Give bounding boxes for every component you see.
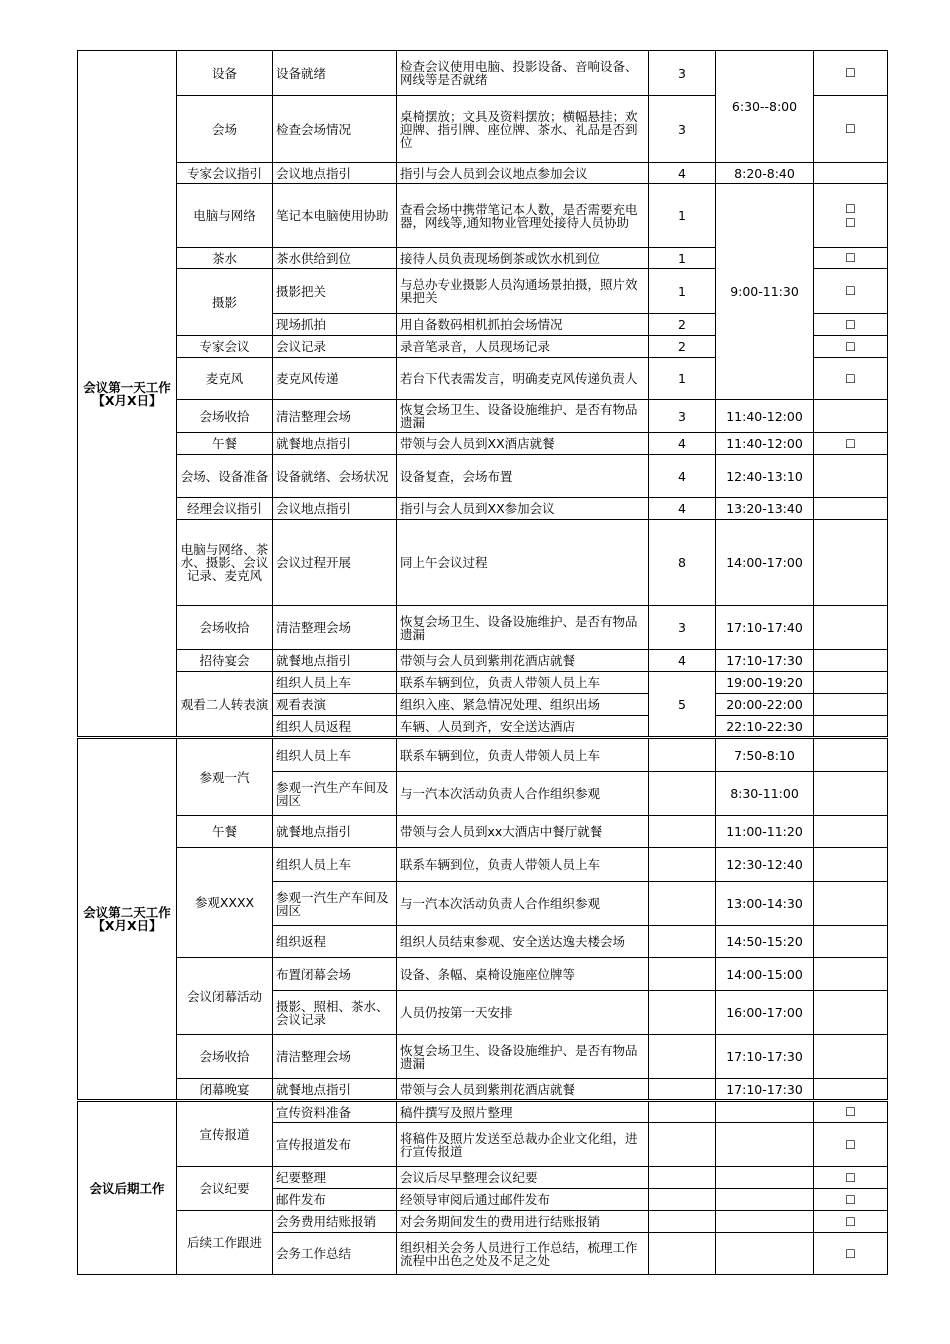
description-cell: 用自备数码相机抓拍会场情况: [397, 314, 649, 336]
description-cell: 设备复查，会场布置: [397, 455, 649, 498]
headcount-cell: [649, 1079, 716, 1101]
time-cell: 17:10-17:30: [716, 1035, 814, 1079]
checkbox-icon[interactable]: ☐: [845, 1105, 856, 1119]
time-cell: 8:30-11:00: [716, 772, 814, 816]
table-row: [78, 1079, 888, 1101]
category-cell: 电脑与网络、茶水、摄影、会议记录、麦克风: [177, 520, 273, 606]
item-cell: 组织人员上车: [273, 738, 397, 772]
description-cell: 桌椅摆放；文具及资料摆放；横幅悬挂；欢迎牌、指引牌、座位牌、茶水、礼品是否到位: [397, 96, 649, 163]
category-cell: 午餐: [177, 816, 273, 848]
table-row: [78, 958, 888, 991]
item-cell: 就餐地点指引: [273, 816, 397, 848]
checkbox-icon[interactable]: ☐: [845, 1246, 856, 1261]
time-cell: 9:00-11:30: [716, 184, 814, 400]
checkbox-cell[interactable]: [814, 248, 888, 269]
checkbox-icon[interactable]: ☐: [845, 339, 856, 354]
category-cell: 参观一汽: [177, 738, 273, 816]
headcount-cell: [649, 1167, 716, 1189]
description-cell: 查看会场中携带笔记本人数，是否需要充电器，网线等,通知物业管理处接待人员协助: [397, 184, 649, 248]
checkbox-cell[interactable]: [814, 650, 888, 672]
time-cell: 12:30-12:40: [716, 848, 814, 882]
description-cell: 恢复会场卫生、设备设施维护、是否有物品遗漏: [397, 1035, 649, 1079]
checkbox-icon[interactable]: ☐: [845, 66, 856, 80]
category-cell: 招待宴会: [177, 650, 273, 672]
checkbox-icon[interactable]: ☐: [845, 284, 856, 298]
checkbox-cell[interactable]: [814, 1079, 888, 1101]
table-row: [78, 1101, 888, 1123]
checkbox-icon[interactable]: ☐: [845, 371, 856, 386]
time-cell: 17:10-17:30: [716, 1079, 814, 1101]
table-row: [78, 51, 888, 96]
checkbox-cell[interactable]: [814, 1123, 888, 1167]
section-label: 会议第一天工作 【X月X日】: [78, 51, 177, 738]
checkbox-cell[interactable]: [814, 1035, 888, 1079]
description-cell: 联系车辆到位，负责人带领人员上车: [397, 672, 649, 694]
item-cell: 宣传报道发布: [273, 1123, 397, 1167]
item-cell: 就餐地点指引: [273, 1079, 397, 1101]
description-cell: 若台下代表需发言，明确麦克风传递负责人: [397, 358, 649, 400]
headcount-cell: 2: [649, 314, 716, 336]
category-cell: 会场: [177, 96, 273, 163]
description-cell: 联系车辆到位，负责人带领人员上车: [397, 738, 649, 772]
category-cell: 经理会议指引: [177, 498, 273, 520]
checkbox-cell[interactable]: [814, 738, 888, 772]
table-row: [78, 400, 888, 433]
category-cell: 午餐: [177, 433, 273, 455]
checkbox-icon[interactable]: ☐: [845, 1192, 856, 1207]
item-cell: 参观一汽生产车间及园区: [273, 882, 397, 926]
table-row: [78, 163, 888, 184]
checkbox-cell[interactable]: [814, 498, 888, 520]
time-cell: [716, 1233, 814, 1275]
category-cell: 闭幕晚宴: [177, 1079, 273, 1101]
checkbox-cell[interactable]: [814, 96, 888, 163]
item-cell: 会议过程开展: [273, 520, 397, 606]
description-cell: 设备、条幅、桌椅设施座位牌等: [397, 958, 649, 991]
table-row: [78, 650, 888, 672]
table-row: [78, 433, 888, 455]
item-cell: 组织人员返程: [273, 716, 397, 738]
checkbox-cell[interactable]: [814, 336, 888, 358]
table-row: [78, 1167, 888, 1189]
category-cell: 后续工作跟进: [177, 1211, 273, 1275]
time-cell: 14:50-15:20: [716, 926, 814, 958]
description-cell: 组织相关会务人员进行工作总结，梳理工作流程中出色之处及不足之处: [397, 1233, 649, 1275]
description-cell: 将稿件及照片发送至总裁办企业文化组，进行宣传报道: [397, 1123, 649, 1167]
headcount-cell: 1: [649, 184, 716, 248]
category-cell: 电脑与网络: [177, 184, 273, 248]
checkbox-icon[interactable]: ☐: [845, 1170, 856, 1185]
time-cell: 11:40-12:00: [716, 433, 814, 455]
table-row: [78, 606, 888, 650]
description-cell: 恢复会场卫生、设备设施维护、是否有物品遗漏: [397, 400, 649, 433]
time-cell: [716, 1167, 814, 1189]
item-cell: 观看表演: [273, 694, 397, 716]
item-cell: 茶水供给到位: [273, 248, 397, 269]
category-cell: 专家会议: [177, 336, 273, 358]
table-row: [78, 738, 888, 772]
time-cell: 20:00-22:00: [716, 694, 814, 716]
description-cell: 带领与会人员到紫荆花酒店就餐: [397, 650, 649, 672]
item-cell: 设备就绪: [273, 51, 397, 96]
checkbox-cell[interactable]: [814, 991, 888, 1035]
description-cell: 车辆、人员到齐，安全送达酒店: [397, 716, 649, 738]
checkbox-icon[interactable]: ☐ ☐: [845, 201, 856, 230]
description-cell: 联系车辆到位，负责人带领人员上车: [397, 848, 649, 882]
description-cell: 检查会议使用电脑、投影设备、音响设备、网线等是否就绪: [397, 51, 649, 96]
item-cell: 就餐地点指引: [273, 650, 397, 672]
table-row: [78, 520, 888, 606]
category-cell: 会议闭幕活动: [177, 958, 273, 1035]
item-cell: 摄影、照相、茶水、会议记录: [273, 991, 397, 1035]
checkbox-cell[interactable]: [814, 672, 888, 694]
headcount-cell: [649, 926, 716, 958]
checkbox-cell[interactable]: [814, 694, 888, 716]
category-cell: 观看二人转表演: [177, 672, 273, 738]
category-cell: 麦克风: [177, 358, 273, 400]
headcount-cell: [649, 1211, 716, 1233]
category-cell: 会议纪要: [177, 1167, 273, 1211]
description-cell: 组织人员结束参观、安全送达逸夫楼会场: [397, 926, 649, 958]
category-cell: 参观XXXX: [177, 848, 273, 958]
section-label: 会议第二天工作 【X月X日】: [78, 738, 177, 1101]
headcount-cell: [649, 848, 716, 882]
item-cell: 组织人员上车: [273, 672, 397, 694]
checkbox-cell[interactable]: [814, 184, 888, 248]
description-cell: 带领与会人员到XX酒店就餐: [397, 433, 649, 455]
description-cell: 录音笔录音，人员现场记录: [397, 336, 649, 358]
time-cell: 6:30--8:00: [716, 51, 814, 163]
category-cell: 会场收拾: [177, 400, 273, 433]
checkbox-icon[interactable]: ☐: [845, 122, 856, 136]
headcount-cell: [649, 958, 716, 991]
time-cell: 16:00-17:00: [716, 991, 814, 1035]
category-cell: 摄影: [177, 269, 273, 336]
description-cell: 对会务期间发生的费用进行结账报销: [397, 1211, 649, 1233]
category-cell: 会场收拾: [177, 1035, 273, 1079]
headcount-cell: 1: [649, 358, 716, 400]
checkbox-cell[interactable]: [814, 716, 888, 738]
headcount-cell: 8: [649, 520, 716, 606]
time-cell: [716, 1123, 814, 1167]
description-cell: 与一汽本次活动负责人合作组织参观: [397, 882, 649, 926]
description-cell: 同上午会议过程: [397, 520, 649, 606]
item-cell: 布置闭幕会场: [273, 958, 397, 991]
time-cell: [716, 1211, 814, 1233]
item-cell: 宣传资料准备: [273, 1101, 397, 1123]
headcount-cell: [649, 1123, 716, 1167]
time-cell: 11:00-11:20: [716, 816, 814, 848]
checkbox-cell[interactable]: [814, 51, 888, 96]
headcount-cell: [649, 991, 716, 1035]
item-cell: 清洁整理会场: [273, 606, 397, 650]
time-cell: 19:00-19:20: [716, 672, 814, 694]
description-cell: 带领与会人员到xx大酒店中餐厅就餐: [397, 816, 649, 848]
checkbox-cell[interactable]: [814, 772, 888, 816]
headcount-cell: [649, 882, 716, 926]
item-cell: 会务工作总结: [273, 1233, 397, 1275]
item-cell: 会议记录: [273, 336, 397, 358]
headcount-cell: 4: [649, 455, 716, 498]
checkbox-cell[interactable]: [814, 455, 888, 498]
category-cell: 专家会议指引: [177, 163, 273, 184]
checkbox-cell[interactable]: [814, 433, 888, 455]
headcount-cell: [649, 1101, 716, 1123]
headcount-cell: 3: [649, 606, 716, 650]
time-cell: 13:00-14:30: [716, 882, 814, 926]
item-cell: 组织返程: [273, 926, 397, 958]
headcount-cell: 2: [649, 336, 716, 358]
headcount-cell: 4: [649, 163, 716, 184]
item-cell: 摄影把关: [273, 269, 397, 314]
headcount-cell: [649, 1189, 716, 1211]
category-cell: 宣传报道: [177, 1101, 273, 1167]
headcount-cell: 1: [649, 269, 716, 314]
headcount-cell: [649, 1233, 716, 1275]
item-cell: 设备就绪、会场状况: [273, 455, 397, 498]
checkbox-cell[interactable]: [814, 1189, 888, 1211]
item-cell: 会议地点指引: [273, 498, 397, 520]
headcount-cell: 1: [649, 248, 716, 269]
table-row: [78, 848, 888, 882]
category-cell: 设备: [177, 51, 273, 96]
checkbox-cell[interactable]: [814, 1233, 888, 1275]
time-cell: [716, 1101, 814, 1123]
description-cell: 会议后尽早整理会议纪要: [397, 1167, 649, 1189]
checkbox-icon[interactable]: ☐: [845, 317, 856, 332]
headcount-cell: 4: [649, 433, 716, 455]
table-row: [78, 455, 888, 498]
item-cell: 检查会场情况: [273, 96, 397, 163]
table-row: [78, 498, 888, 520]
category-cell: 茶水: [177, 248, 273, 269]
description-cell: 与总办专业摄影人员沟通场景拍摄，照片效果把关: [397, 269, 649, 314]
item-cell: 会务费用结账报销: [273, 1211, 397, 1233]
checkbox-cell[interactable]: [814, 1167, 888, 1189]
category-cell: 会场、设备准备: [177, 455, 273, 498]
checkbox-icon[interactable]: ☐: [845, 436, 856, 451]
item-cell: 笔记本电脑使用协助: [273, 184, 397, 248]
checkbox-cell[interactable]: [814, 882, 888, 926]
item-cell: 组织人员上车: [273, 848, 397, 882]
time-cell: 7:50-8:10: [716, 738, 814, 772]
headcount-cell: [649, 738, 716, 772]
checkbox-icon[interactable]: ☐: [845, 251, 856, 265]
item-cell: 麦克风传递: [273, 358, 397, 400]
item-cell: 参观一汽生产车间及园区: [273, 772, 397, 816]
time-cell: [716, 1189, 814, 1211]
checkbox-cell[interactable]: [814, 400, 888, 433]
description-cell: 与一汽本次活动负责人合作组织参观: [397, 772, 649, 816]
checkbox-cell[interactable]: [814, 520, 888, 606]
section-label: 会议后期工作: [78, 1101, 177, 1275]
headcount-cell: 3: [649, 51, 716, 96]
headcount-cell: [649, 1035, 716, 1079]
headcount-cell: 3: [649, 400, 716, 433]
checkbox-cell[interactable]: [814, 848, 888, 882]
table-row: [78, 184, 888, 248]
description-cell: 指引与会人员到会议地点参加会议: [397, 163, 649, 184]
time-cell: 14:00-17:00: [716, 520, 814, 606]
description-cell: 恢复会场卫生、设备设施维护、是否有物品遗漏: [397, 606, 649, 650]
time-cell: 22:10-22:30: [716, 716, 814, 738]
item-cell: 纪要整理: [273, 1167, 397, 1189]
time-cell: 14:00-15:00: [716, 958, 814, 991]
checkbox-cell[interactable]: [814, 269, 888, 314]
headcount-cell: 3: [649, 96, 716, 163]
schedule-table: [77, 50, 888, 1275]
description-cell: 人员仍按第一天安排: [397, 991, 649, 1035]
description-cell: 组织入座、紧急情况处理、组织出场: [397, 694, 649, 716]
checkbox-cell[interactable]: [814, 926, 888, 958]
table-row: [78, 1035, 888, 1079]
checkbox-cell[interactable]: [814, 816, 888, 848]
time-cell: 13:20-13:40: [716, 498, 814, 520]
item-cell: 邮件发布: [273, 1189, 397, 1211]
checkbox-cell[interactable]: [814, 1211, 888, 1233]
description-cell: 指引与会人员到XX参加会议: [397, 498, 649, 520]
description-cell: 经领导审阅后通过邮件发布: [397, 1189, 649, 1211]
checkbox-cell[interactable]: [814, 958, 888, 991]
time-cell: 17:10-17:40: [716, 606, 814, 650]
checkbox-cell[interactable]: [814, 314, 888, 336]
time-cell: 11:40-12:00: [716, 400, 814, 433]
item-cell: 就餐地点指引: [273, 433, 397, 455]
checkbox-cell[interactable]: [814, 1101, 888, 1123]
item-cell: 现场抓拍: [273, 314, 397, 336]
schedule-sheet: [77, 50, 887, 1284]
headcount-cell: 5: [649, 672, 716, 738]
table-row: [78, 672, 888, 694]
time-cell: 17:10-17:30: [716, 650, 814, 672]
description-cell: 带领与会人员到紫荆花酒店就餐: [397, 1079, 649, 1101]
headcount-cell: 4: [649, 498, 716, 520]
item-cell: 会议地点指引: [273, 163, 397, 184]
checkbox-cell[interactable]: [814, 606, 888, 650]
headcount-cell: [649, 772, 716, 816]
checkbox-icon[interactable]: ☐: [845, 1137, 856, 1152]
checkbox-cell[interactable]: [814, 163, 888, 184]
checkbox-icon[interactable]: ☐: [845, 1214, 856, 1229]
time-cell: 12:40-13:10: [716, 455, 814, 498]
headcount-cell: 4: [649, 650, 716, 672]
item-cell: 清洁整理会场: [273, 1035, 397, 1079]
item-cell: 清洁整理会场: [273, 400, 397, 433]
checkbox-cell[interactable]: [814, 358, 888, 400]
table-row: [78, 816, 888, 848]
table-row: [78, 1211, 888, 1233]
description-cell: 稿件撰写及照片整理: [397, 1101, 649, 1123]
category-cell: 会场收拾: [177, 606, 273, 650]
description-cell: 接待人员负责现场倒茶或饮水机到位: [397, 248, 649, 269]
time-cell: 8:20-8:40: [716, 163, 814, 184]
headcount-cell: [649, 816, 716, 848]
